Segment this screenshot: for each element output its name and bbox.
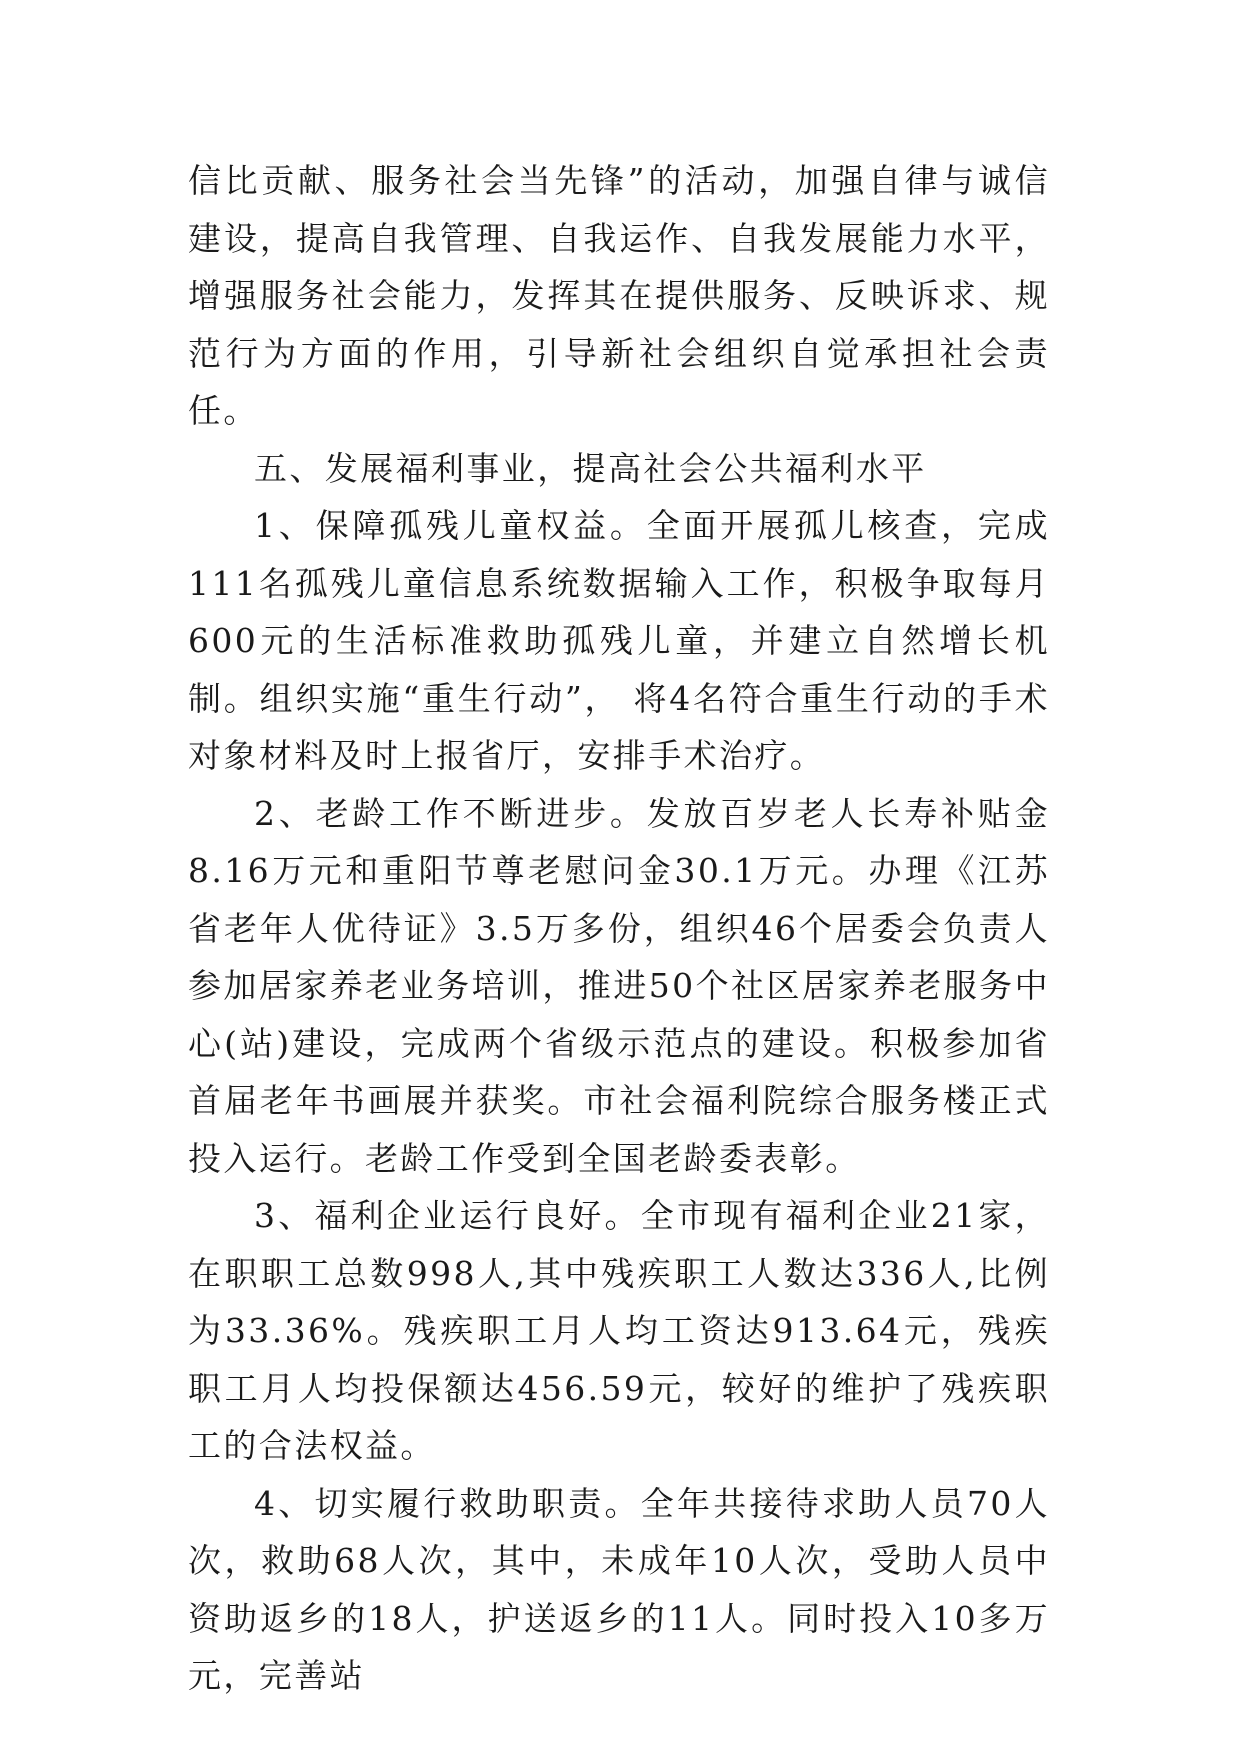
paragraph-item-1: 1、保障孤残儿童权益。全面开展孤儿核查，完成111名孤残儿童信息系统数据输入工作，积极争取每月600元的生活标准救助孤残儿童，并建立自然增长机制。组织实施“重生行动”， 将4名符合重生行动的手术对象材料及时上报省厅，安排手术治疗。 — [188, 506, 1050, 775]
paragraph-item-4: 4、切实履行救助职责。全年共接待求助人员70人次，救助68人次，其中，未成年10人次，受助人员中资助返乡的18人，护送返乡的11人。同时投入10多万元，完善站 — [188, 1483, 1050, 1695]
section-heading: 五、发展福利事业，提高社会公共福利水平 — [254, 448, 927, 488]
paragraph-continuation: 信比贡献、服务社会当先锋”的活动，加强自律与诚信建设，提高自我管理、自我运作、自我发展能力水平，增强服务社会能力，发挥其在提供服务、反映诉求、规范行为方面的作用，引导新社会组织自觉承担社会责任。 — [188, 161, 1050, 430]
paragraph-item-2: 2、老龄工作不断进步。发放百岁老人长寿补贴金8.16万元和重阳节尊老慰问金30.1万元。办理《江苏省老年人优待证》3.5万多份，组织46个居委会负责人参加居家养老业务培训，推进50个社区居家养老服务中心(站)建设，完成两个省级示范点的建设。积极参加省首届老年书画展并获奖。市社会福利院综合服务楼正式投入运行。老龄工作受到全国老龄委表彰。 — [188, 793, 1050, 1178]
paragraph-item-3: 3、福利企业运行良好。全市现有福利企业21家，在职职工总数998人,其中残疾职工人数达336人,比例为33.36%。残疾职工月人均工资达913.64元，残疾职工月人均投保额达456.59元，较好的维护了残疾职工的合法权益。 — [188, 1196, 1050, 1465]
document-body — [188, 152, 1050, 1705]
